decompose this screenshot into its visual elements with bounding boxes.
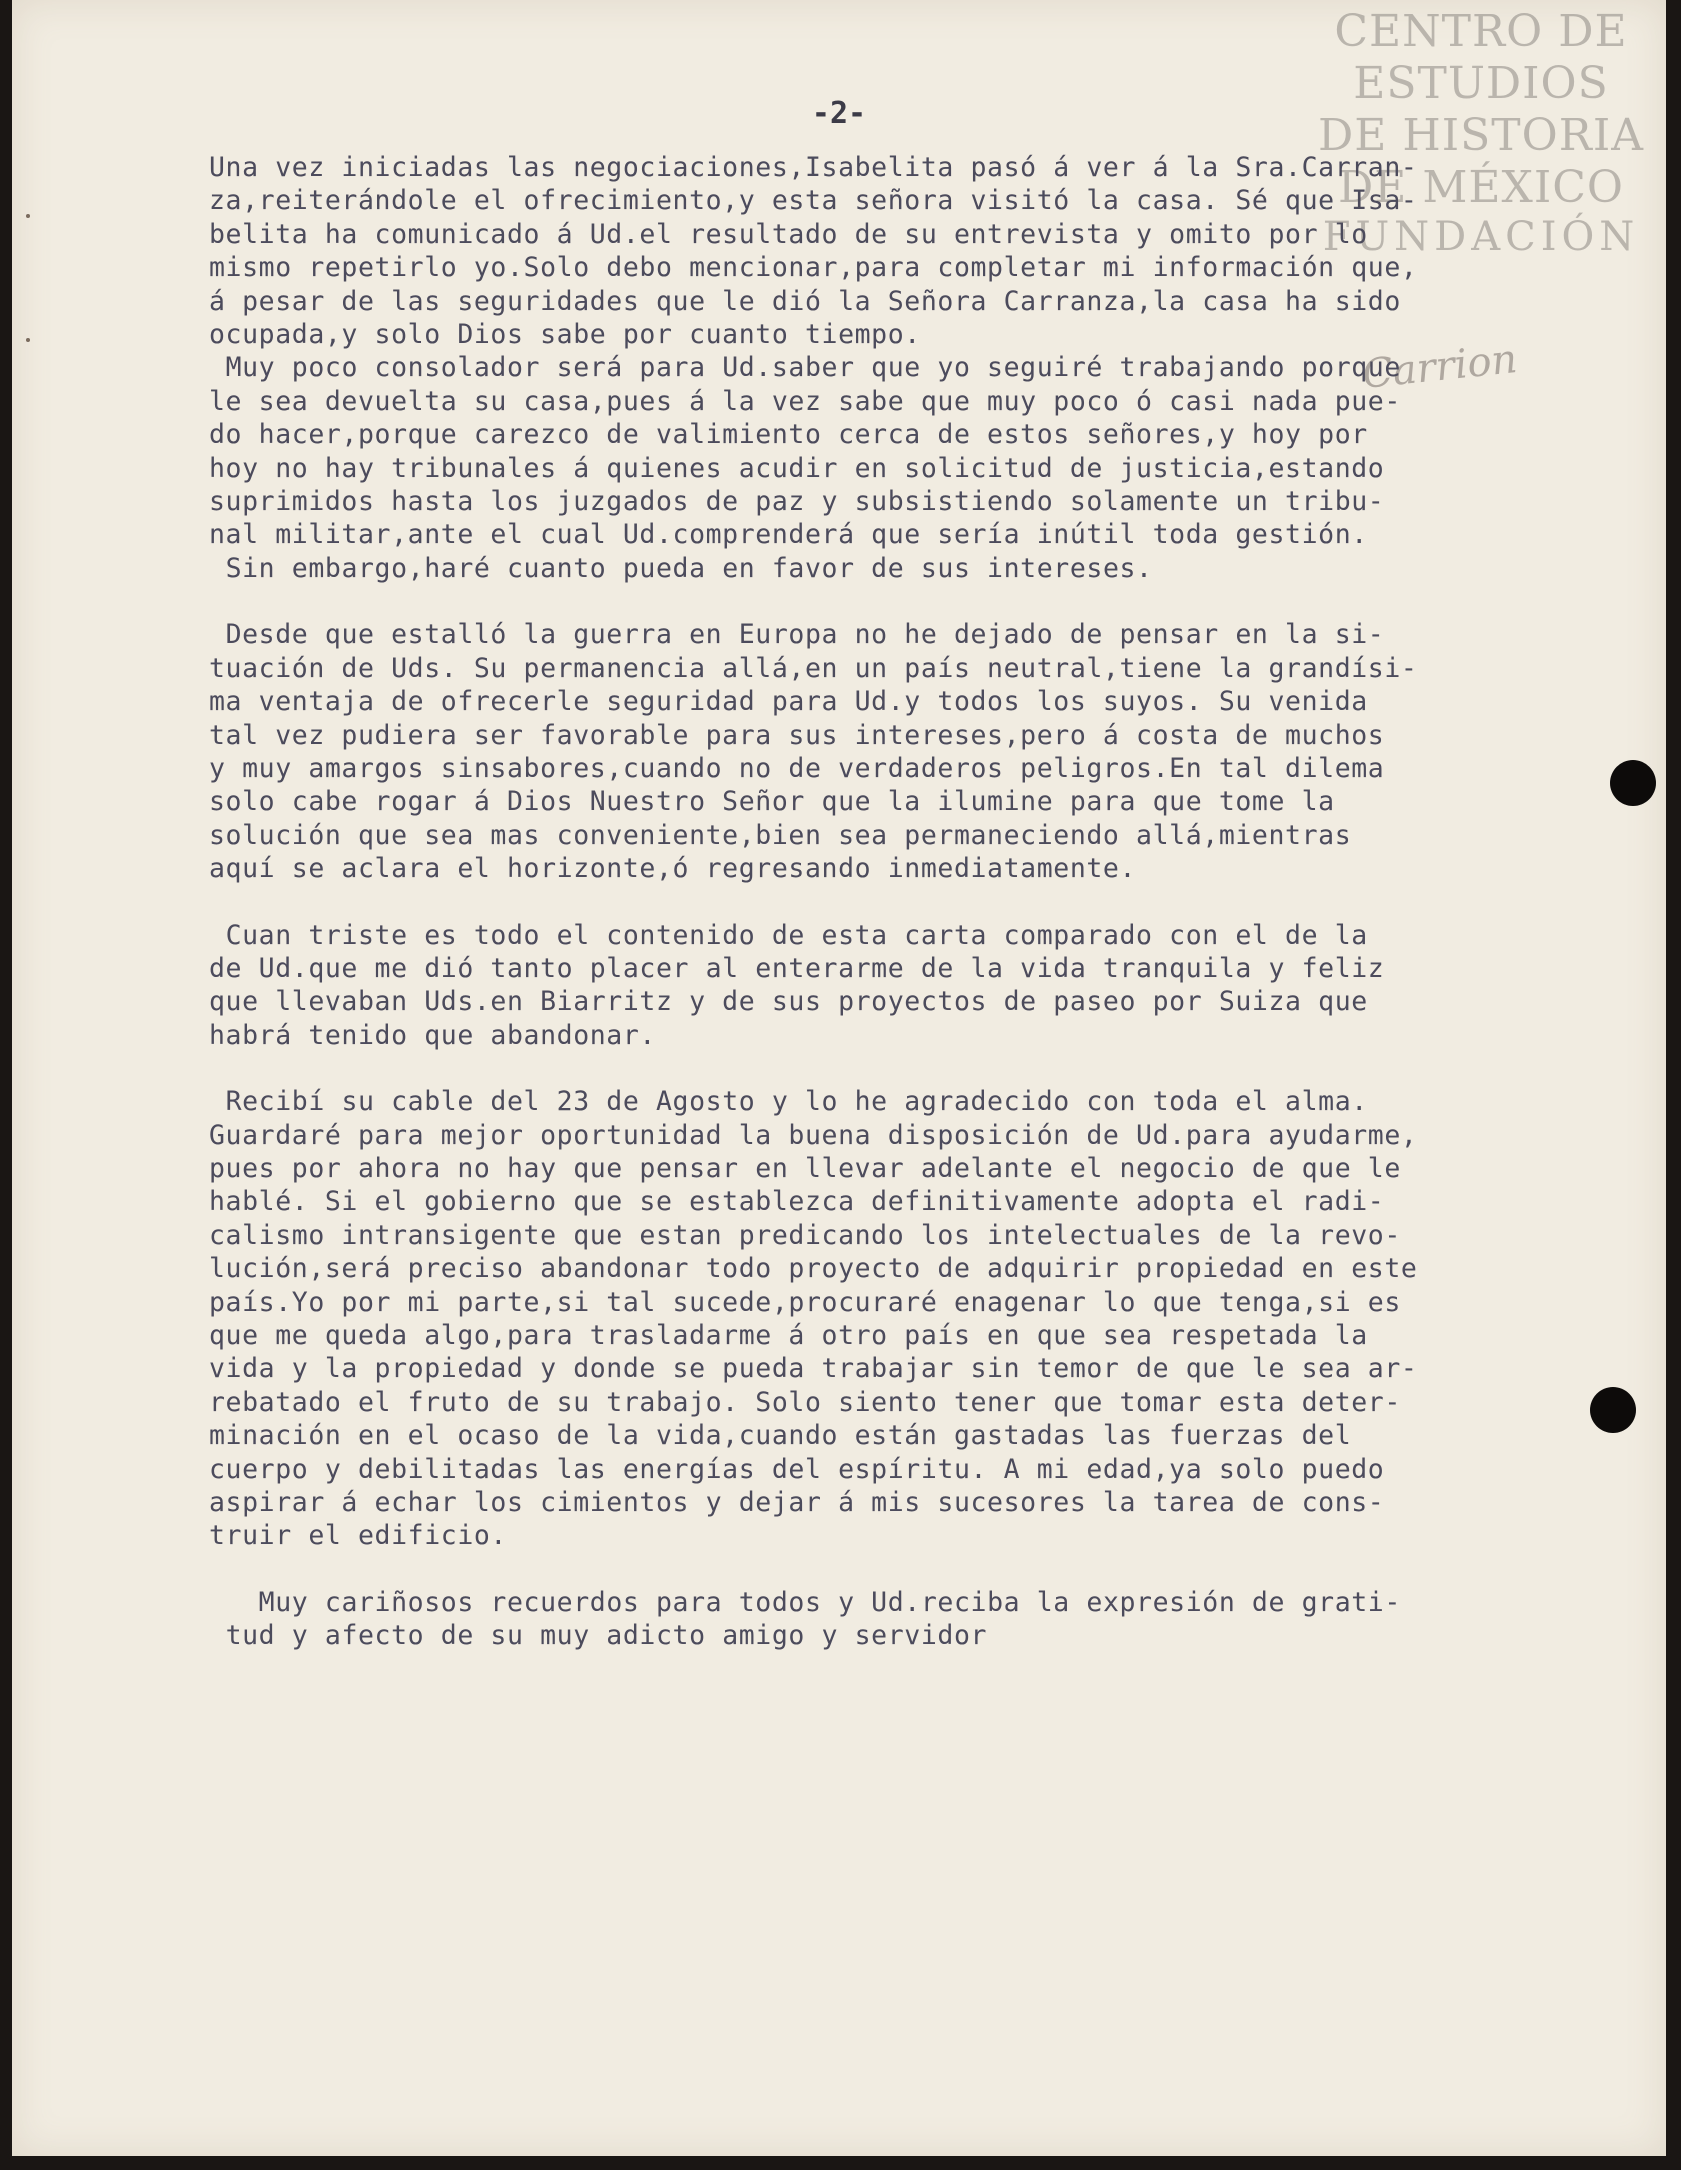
paragraph: Recibí su cable del 23 de Agosto y lo he agradecido con toda el alma. Guardaré para mejor oportunidad la buena disposición de Ud.para ayudarme, pues por ahora no hay que pensar en llevar adelante el negocio de que le hablé. Si el gobierno que se establezca definitivamente adopta el radi- calismo intransigente que estan predicando los intelectuales de la revo- lución,será preciso abandonar todo proyecto de adquirir propiedad en este país.Yo por mi parte,si tal sucede,procuraré enagenar lo que tenga,si es que me queda algo,para trasladarme á otro país en que sea respetada la vida y la propiedad y donde se pueda trabajar sin temor de que le sea ar- rebatado el fruto de su trabajo. Solo siento tener que tomar esta deter- minación en el ocaso de la vida,cuando están gastadas las fuerzas del cuerpo y debilitadas las energías del espíritu. A mi edad,ya solo puedo aspirar á echar los cimientos y dejar á mis sucesores la tarea de cons- truir el edificio.	[209, 1086, 1418, 1552]
punch-hole	[1590, 1387, 1636, 1433]
watermark-line: DE HISTORIA	[1318, 109, 1644, 161]
letter-body	[209, 151, 1666, 1653]
paragraph: Desde que estalló la guerra en Europa no he dejado de pensar en la si- tuación de Uds. Su permanencia allá,en un país neutral,tiene la grandísi- ma ventaja de ofrecerle seguridad para Ud.y todos los suyos. Su venida tal vez pudiera ser favorable para sus intereses,pero á costa de muchos y muy amargos sinsabores,cuando no de verdaderos peligros.En tal dilema solo cabe rogar á Dios Nuestro Señor que la ilumine para que tome la solución que sea mas conveniente,bien sea permaneciendo allá,mientras aquí se aclara el horizonte,ó regresando inmediatamente.	[209, 619, 1418, 885]
watermark-line: CENTRO DE	[1334, 6, 1628, 57]
paragraph: Cuan triste es todo el contenido de esta carta comparado con el de la de Ud.que me dió tanto placer al enterarme de la vida tranquila y feliz que llevaban Uds.en Biarritz y de sus proyectos de paseo por Suiza que habrá tenido que abandonar.	[209, 919, 1385, 1051]
handwritten-mark: Carrion	[1360, 336, 1520, 398]
watermark-line: DE MÉXICO	[1338, 161, 1624, 213]
watermark-line: ESTUDIOS	[1353, 57, 1609, 109]
edge-mark	[26, 214, 30, 218]
watermark-line: FUNDACIÓN	[1322, 213, 1640, 260]
letter-page	[12, 0, 1666, 2156]
paragraph: Una vez iniciadas las negociaciones,Isabelita pasó á ver á la Sra.Carran- za,reiterándole el ofrecimiento,y esta señora visitó la casa. Sé que Isa- belita ha comunicado á Ud.el resultado de su entrevista y omito por lo mismo repetirlo yo.Solo debo mencionar,para completar mi información que, á pesar de las seguridades que le dió la Señora Carranza,la casa ha sido ocupada,y solo Dios sabe por cuanto tiempo.	[209, 152, 1418, 351]
paragraph: Muy poco consolador será para Ud.saber que yo seguiré trabajando porque le sea devuelta su casa,pues á la vez sabe que muy poco ó casi nada pue- do hacer,porque carezco de valimiento cerca de estos señores,y hoy por hoy no hay tribunales á quienes acudir en solicitud de justicia,estando suprimidos hasta los juzgados de paz y subsistiendo solamente un tribu- nal militar,ante el cual Ud.comprenderá que sería inútil toda gestión. Sin embargo,haré cuanto pueda en favor de sus intereses.	[209, 352, 1401, 584]
page-number: -2-	[811, 96, 867, 131]
paragraph: Muy cariñosos recuerdos para todos y Ud.reciba la expresión de grati- tud y afecto de su muy adicto amigo y servidor	[225, 1586, 1401, 1652]
punch-hole	[1610, 760, 1656, 806]
edge-mark	[26, 338, 30, 342]
